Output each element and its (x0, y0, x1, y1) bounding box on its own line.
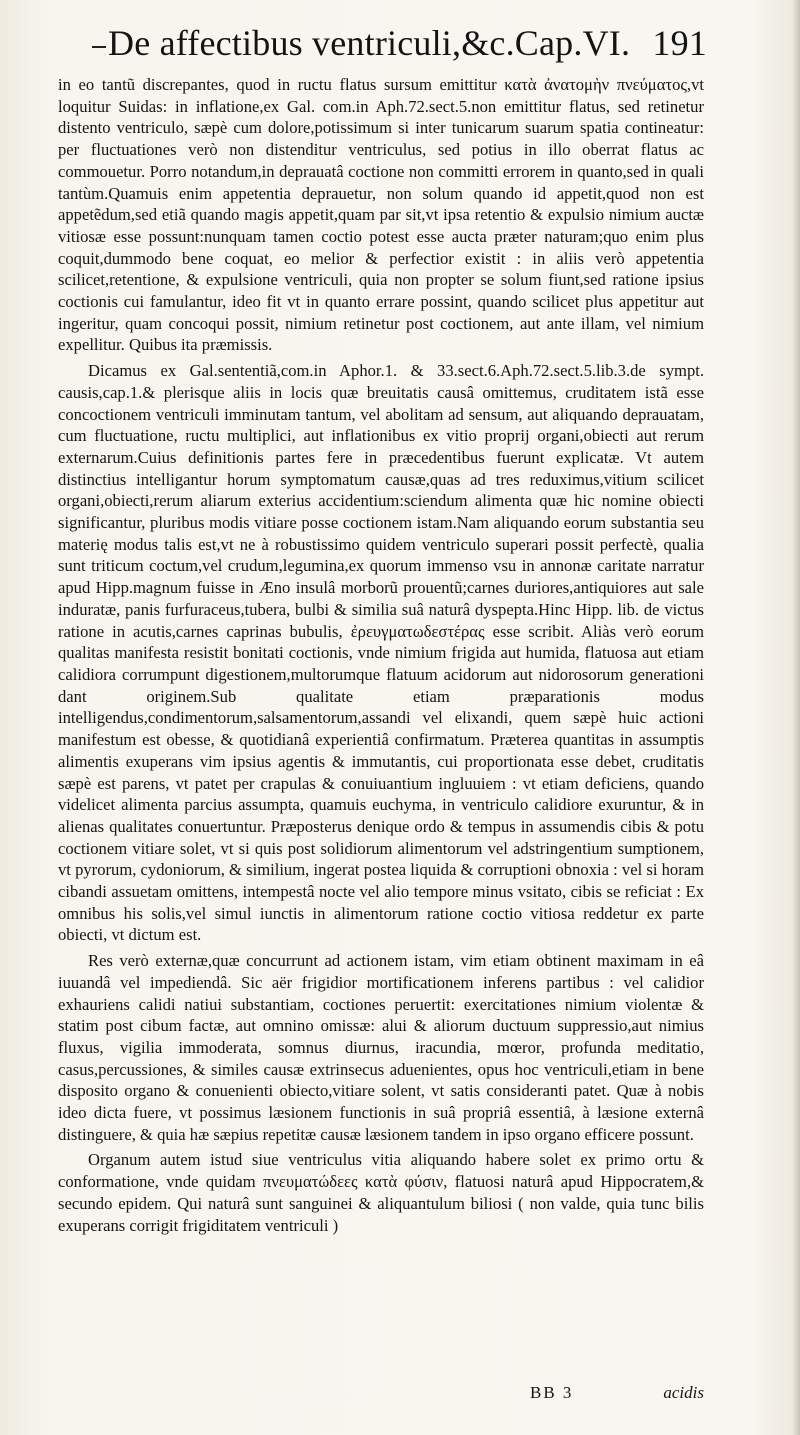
page-edge-shadow (792, 0, 800, 1435)
text-body (58, 74, 704, 1236)
paragraph-3: Res verò externæ,quæ concurrunt ad actionem istam, vim etiam obtinent maximam in eâ iuuandâ vel impediendâ. Sic aër frigidior mortificationem inferens partibus : vel calidior exhauriens calidi natiui substantiam, coctiones peruertit: exercitationes nimium violentæ & statim post cibum factæ, aut omnino omissæ: alui & aliorum ductuum suppressio,aut nimius fluxus, vigilia immoderata, somnus diurnus, iracundia, mœror, profunda meditatio, casus,percussiones, & similes causæ extrinsecus aduenientes, opus hoc ventriculi,etiam in bene disposito organo & conuenienti obiecto,vitiare solent, vt satis consideranti patet. Quæ à nobis ideo dicta fuere, vt possimus læsionem functionis in suâ propriâ essentiâ, à læsione externâ distinguere, & quia hæ sæpius repetitæ causæ læsionem tandem in ipso organo efficere possunt. (58, 951, 704, 1144)
paragraph-1: in eo tantũ discrepantes, quod in ructu flatus sursum emittitur κατὰ ἀνατομὴν πνεύματος,vt loquitur Suidas: in inflatione,ex Gal. com.in Aph.72.sect.5.non emittitur flatus, sed retinetur distento ventriculo, sæpè cum dolore,potissimum si inter tunicarum suarum spatia contineatur: per fluctuationes verò non distenditur ventriculus, sed potius in illo oberrat flatus ac commouetur. Porro notandum,in deprauatâ coctione non committi errorem in quanto,sed in quali tantùm.Quamuis enim appetentia deprauetur, non solum quando id appetit,quod non est appetẽdum,sed etiã quando magis appetit,quam par sit,vt ipsa retentio & expulsio nimium auctæ vitiosæ esse possunt:nunquam tamen coctio potest esse aucta præter naturam;quo enim plus coquit,dummodo bene coquat, eo melior & perfectior existit : in aliis verò appetentia scilicet,retentione, & expulsione ventriculi, quia non propter se solum fiunt,sed ratione ipsius coctionis cui famulantur, ideo fit vt in quanto errare possint, quando scilicet plus appetitur aut ingeritur, quam concoqui possit, nimium retinetur post coctionem, aut ante illam, vel nimium expellitur. Quibus ita præmissis. (58, 75, 704, 355)
paragraph-4: Organum autem istud siue ventriculus vitia aliquando habere solet ex primo ortu & conformatione, vnde quidam πνευματώδεες κατὰ φύσιν, flatuosi naturâ apud Hippocratem,& secundo epidem. Qui naturâ sunt sanguinei & aliquantulum biliosi ( non valde, quia tunc bilis exuperans corrigit frigiditatem ventriculi ) (58, 1150, 704, 1235)
paragraph-2: Dicamus ex Gal.sententiã,com.in Aphor.1. & 33.sect.6.Aph.72.sect.5.lib.3.de sympt. causis,cap.1.& plerisque aliis in locis quæ breuitatis causâ omittemus, cruditatem istã esse concoctionem ventriculi imminutam tantum, vel abolitam ad sensum, aut aliquando deprauatam, cum fluctuatione, ructu multiplici, aut inflationibus ex vitio proprij organi,obiecti aut rerum externarum.Cuius definitionis partes fere in præcedentibus fuerunt explicatæ. Vt autem distinctius intelligantur horum symptomatum causæ,quas ad tres reduximus,vitium scilicet organi,obiecti,rerum aliarum exterius accidentium:sciendum alimenta quæ hic nomine obiecti significantur, pluribus modis vitiare posse coctionem istam.Nam aliquando eorum substantia seu materię modus talis est,vt ne à robustissimo quidem ventriculo superari possit perfectè, qualia sunt triticum coctum,vel crudum,legumina,ex quorum immenso vsu in annonæ caritate narratur apud Hipp.magnum fuisse in Æno insulâ morborũ prouentũ;carnes duriores,antiquiores aut sale induratæ, panis furfuraceus,tubera, bulbi & similia suâ naturâ dyspepta.Hinc Hipp. lib. de victus ratione in acutis,carnes caprinas bubulis, ἐρευγματωδεστέρας esse scribit. Aliàs verò eorum qualitas manifesta resistit bonitati coctionis, vnde nimium frigida aut humida, flatuosa aut etiam calidiora corrumpunt digestionem,multorumque flatuum acidorum aut nidorosorum generationi dant originem.Sub qualitate etiam præparationis modus intelligendus,condimentorum,salsamentorum,assandi vel elixandi, quem sæpè huic actioni manifestum est obesse, & quotidianâ experientiâ confirmatum. Præterea quantitas in assumptis alimentis exuperans vim ipsius agentis & immutantis, cui proportionata esse debet, cruditatis sæpè est parens, vt patet per crapulas & conuiuantium ingluuiem : vt etiam deficiens, quando videlicet alimenta parcius assumpta, quamuis euchyma, in ventriculo calidiore exuruntur, & in alienas qualitates conuertuntur. Præposterus denique ordo & tempus in assumendis cibis & potu coctionem vitiare solet, vt si quis post solidiorum alimentorum vel adstringentium sumptionem, vt pyrorum, cydoniorum, & similium, ingerat postea liquida & corruptioni obnoxia : vel si horam cibandi assuetam omittens, intempestâ nocte vel alio tempore minus vsitato, cibis se reficiat : Ex omnibus his solis,vel simul iunctis in alimentorum ratione coctio vitiosa reddetur ex parte obiecti, vt dictum est. (58, 361, 704, 945)
running-title: De affectibus ventriculi,&c.Cap.VI. (108, 23, 631, 63)
running-header (92, 22, 707, 70)
page-number: 191 (652, 23, 707, 63)
catchword: acidis (663, 1383, 704, 1402)
signature-mark: BB 3 (530, 1383, 574, 1402)
header-dash (92, 46, 106, 48)
page-footer (58, 1383, 704, 1409)
